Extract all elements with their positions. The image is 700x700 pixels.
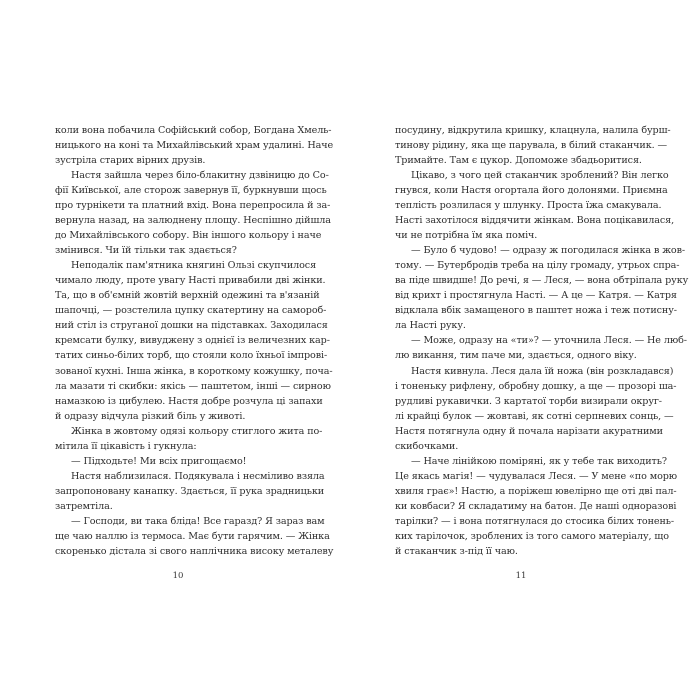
- text-line: ва піде швидше! До речі, я — Леся, — вона обтріпала руку: [395, 275, 689, 287]
- text-line: ки ковбаси? Я складатиму на батон. Де наші одноразові: [395, 500, 677, 512]
- text-line: Настя потягнула одну й почала нарізати акуратними: [395, 425, 663, 437]
- text-line: Тримайте. Там є цукор. Допоможе збадьоритися.: [395, 155, 642, 167]
- text-line: лі крайці булок — жовтаві, як сотні серпневих сонць, —: [395, 410, 674, 422]
- text-line: чи не потрібна їм яка поміч.: [395, 230, 538, 242]
- text-line: Настя кивнула. Леся дала їй ножа (він розкладався): [411, 365, 674, 377]
- text-line: й стаканчик з-під її чаю.: [395, 545, 518, 557]
- text-line: татих синьо-білих торб, що стояли коло їхньої імпрові-: [55, 350, 328, 362]
- text-line: до Михайлівського собору. Він іншого кольору і наче: [55, 230, 322, 242]
- text-line: фії Київської, але сторож завернув її, буркнувши щось: [55, 185, 327, 197]
- text-line: Неподалік пам'ятника княгині Ользі скупчилося: [71, 260, 317, 272]
- text-line: ще чаю наллю із термоса. Має бути гарячим. — Жінка: [55, 530, 330, 542]
- text-line: і тоненьку рифлену, обробну дошку, а ще — прозорі ша-: [395, 380, 677, 392]
- text-line: Настя зайшла через біло-блакитну дзвіницю до Со-: [71, 170, 329, 182]
- text-line: шапочці, — розстелила цупку скатертину на самороб-: [55, 305, 327, 317]
- text-line: Жінка в жовтому одязі кольору стиглого жита по-: [71, 425, 323, 437]
- text-line: чимало люду, проте увагу Насті привабили дві жінки.: [55, 275, 326, 287]
- text-line: — Може, одразу на «ти»? — уточнила Леся. — Не люб-: [411, 335, 687, 347]
- text-line: ницького на коні та Михайлівський храм удалині. Наче: [55, 140, 334, 152]
- text-line: — Наче лінійкою поміряні, як у тебе так виходить?: [411, 455, 667, 467]
- text-line: мітила її цікавість і гукнула:: [55, 440, 197, 452]
- text-line: хвиля грає»! Настю, а поріжеш ювелірно ще оті дві пал-: [395, 485, 677, 497]
- text-line: ний стіл із струганої дошки на підставках. Заходилася: [55, 320, 328, 332]
- text-line: запропоновану канапку. Здається, її рука зрадницьки: [55, 485, 325, 497]
- text-line: зованої кухні. Інша жінка, в короткому кожушку, поча-: [55, 365, 333, 377]
- left-page-text: [55, 123, 334, 559]
- text-line: посудину, відкрутила кришку, клацнула, налила бурш-: [395, 125, 671, 136]
- text-line: скоренько дістала зі свого наплічника високу металеву: [55, 545, 334, 557]
- text-line: ла мазати ті скибки: якісь — паштетом, інші — сирною: [55, 380, 331, 392]
- text-line: відклала вбік замащеного в паштет ножа і теж потисну-: [395, 305, 677, 317]
- text-line: тому. — Бутербродів треба на цілу громаду, утрьох спра-: [395, 260, 680, 272]
- right-page: [350, 0, 700, 700]
- text-line: рудливі рукавички. З картатої торби визирали округ-: [395, 395, 662, 407]
- text-line: змінився. Чи їй тільки так здається?: [55, 245, 237, 257]
- text-line: коли вона побачила Софійський собор, Богдана Хмель-: [55, 125, 332, 136]
- text-line: намазкою із цибулею. Настя добре розчула ці запахи: [55, 395, 323, 407]
- text-line: зустріла старих вірних друзів.: [55, 155, 206, 167]
- text-line: кремсати булку, вивуджену з однієї із величезних кар-: [55, 335, 330, 347]
- text-line: тинову рідину, яка ще парувала, в білий стаканчик. —: [395, 140, 667, 152]
- text-line: Та, що в об'ємній жовтій верхній одежині та в'язаній: [55, 290, 320, 302]
- text-line: лю викання, тим паче ми, здається, одного віку.: [395, 350, 637, 362]
- left-page-number: 10: [172, 571, 184, 581]
- right-page-text: [395, 123, 689, 559]
- right-page-number: 11: [515, 571, 527, 581]
- text-line: Насті захотілося віддячити жінкам. Вона поцікавилася,: [395, 215, 675, 227]
- text-line: затремтіла.: [55, 500, 113, 512]
- text-line: ких тарілочок, зроблених із того самого матеріалу, що: [395, 530, 669, 542]
- text-line: від крихт і простягнула Насті. — А це — Катря. — Катря: [395, 290, 677, 302]
- text-line: теплість розлилася у шлунку. Проста їжа смакувала.: [395, 200, 662, 212]
- text-line: Це якась магія! — чудувалася Леся. — У мене «по морю: [395, 470, 678, 482]
- text-line: Цікаво, з чого цей стаканчик зроблений? Він легко: [411, 170, 669, 182]
- text-line: про турнікети та платний вхід. Вона перепросила й за-: [55, 200, 331, 212]
- text-line: — Підходьте! Ми всіх пригощаємо!: [71, 455, 247, 467]
- text-line: вернула назад, на залюднену площу. Неспішно дійшла: [55, 215, 331, 227]
- text-line: — Господи, ви така бліда! Все гаразд? Я зараз вам: [71, 515, 325, 527]
- text-line: скибочками.: [395, 440, 459, 452]
- text-line: тарілки? — і вона потягнулася до стосика білих тонень-: [395, 515, 675, 527]
- text-line: й одразу відчула різкий біль у животі.: [55, 410, 246, 422]
- text-line: гнувся, коли Настя огортала його долонями. Приємна: [395, 185, 668, 197]
- text-line: ла Насті руку.: [395, 320, 466, 332]
- text-line: Настя наблизилася. Подякувала і несміливо взяла: [71, 470, 325, 482]
- text-line: — Було б чудово! — одразу ж погодилася жінка в жов-: [411, 245, 686, 257]
